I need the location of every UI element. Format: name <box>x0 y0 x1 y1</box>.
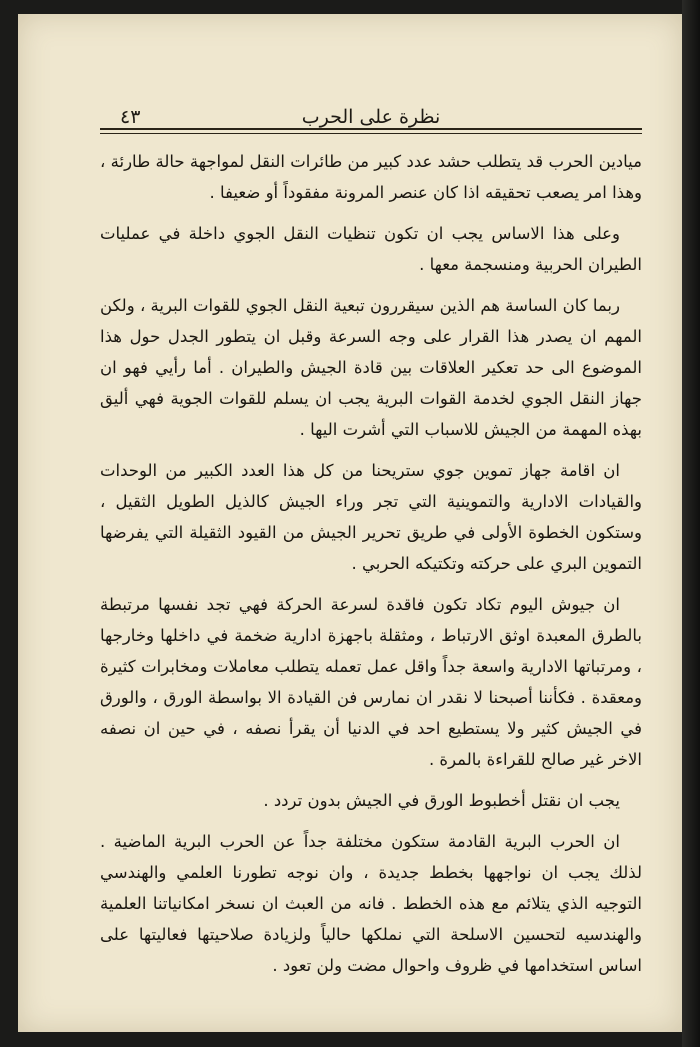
paragraph: وعلى هذا الاساس يجب ان تكون تنظيات النقل الجوي داخلة في عمليات الطيران الحربية ومنسجمة معها . <box>100 224 642 274</box>
paragraph: يجب ان نقتل أخطبوط الورق في الجيش بدون تردد . <box>263 791 620 810</box>
book-binding-edge <box>682 0 700 1047</box>
header-rule <box>100 128 642 130</box>
paragraph: ان الحرب البرية القادمة ستكون مختلفة جداً عن الحرب البرية الماضية . لذلك يجب ان نواجهها بخطط جديدة ، وان نوجه تطورنا العلمي والهندسي التوجيه الذي يتلائم مع هذه الخطط . فانه من العبث ان نسخر امكانياتنا العلمية والهندسيه لتحسين الاسلحة التي نملكها حالياً ولزيادة صلاحيتها فعاليتها على اساس استخدامها في ظروف واحوال مضت ولن تعود . <box>100 832 642 975</box>
page-body <box>100 146 642 991</box>
scan-background-left <box>0 0 18 1047</box>
paragraph: ربما كان الساسة هم الذين سيقررون تبعية النقل الجوي للقوات البرية ، ولكن المهم ان يصدر هذا القرار على وجه السرعة وقبل ان يتطور الجدل حول هذا الموضوع الى حد تعكير العلاقات بين قادة الجيش والطيران . أما رأيي فهو ان جهاز النقل الجوي لخدمة القوات البرية يجب ان يسلم للقوات الجوية فهي أليق بهذه المهمة من الجيش للاسباب التي أشرت اليها . <box>100 296 642 439</box>
running-title: نظرة على الحرب <box>301 106 441 128</box>
paragraph: ان جيوش اليوم تكاد تكون فاقدة لسرعة الحركة فهي تجد نفسها مرتبطة بالطرق المعبدة اوثق الارتباط ، ومثقلة باجهزة ادارية ضخمة في داخلها وخارجها ، ومرتباتها الادارية واسعة جداً واقل عمل تعمله يتطلب معاملات ومخابرات كثيرة ومعقدة . فكأننا أصبحنا لا نقدر ان نمارس فن القيادة الا بواسطة الورق ، والورق في الجيش كثير ولا يستطيع احد في الدنيا أن يقرأ نصفه ، في حين ان نصفه الاخر غير صالح للقراءة بالمرة . <box>100 595 642 769</box>
paragraph: ميادين الحرب قد يتطلب حشد عدد كبير من طائرات النقل لمواجهة حالة طارئة ، وهذا امر يصعب تحقيقه اذا كان عنصر المرونة مفقوداً أو ضعيفا . <box>100 152 642 202</box>
header-rule-thin <box>100 133 642 134</box>
paragraph: ان اقامة جهاز تموين جوي ستريحنا من كل هذا العدد الكبير من الوحدات والقيادات الادارية والتموينية التي تجر وراء الجيش كالذيل الطويل الثقيل ، وستكون الخطوة الأولى في طريق تحرير الجيش من القيود الثقيلة التي يفرضها التموين البري على حركته وتكتيكه الحربي . <box>100 461 642 573</box>
page-number: ٤٣ <box>120 106 141 128</box>
